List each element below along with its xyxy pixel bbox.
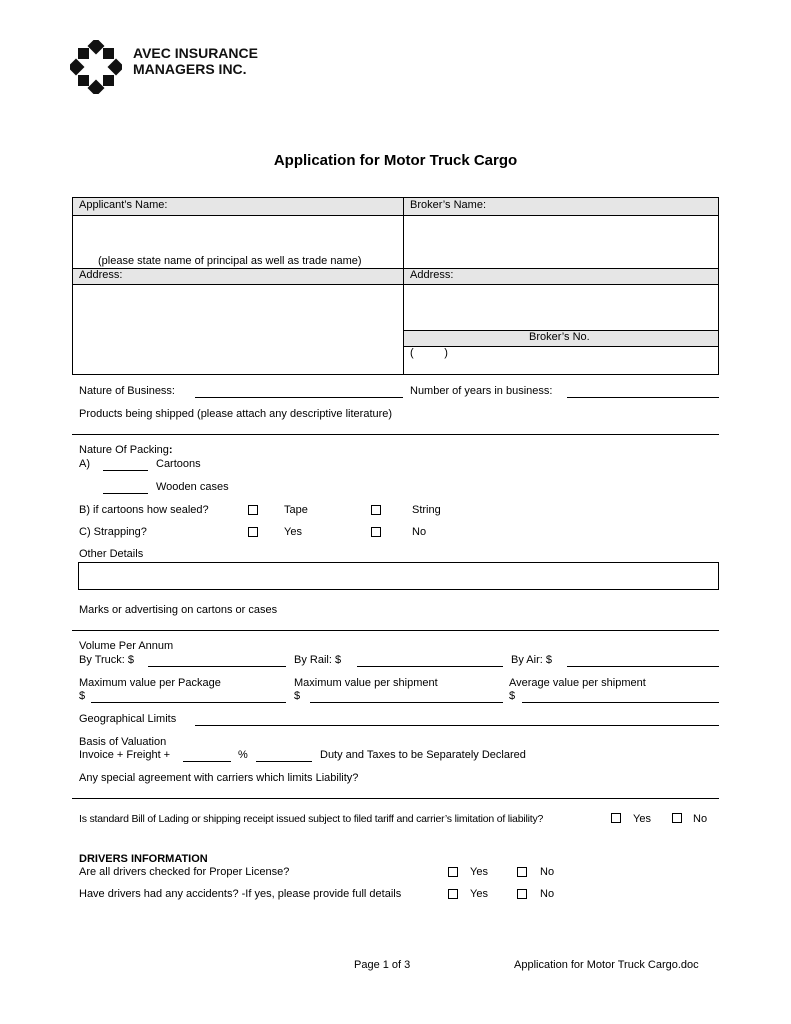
broker-name-field[interactable]	[404, 216, 718, 267]
wooden-cases-label: Wooden cases	[156, 481, 229, 493]
cartoons-label: Cartoons	[156, 458, 201, 470]
duty-field[interactable]	[256, 761, 312, 762]
accidents-no-label: No	[540, 888, 555, 900]
broker-address-field[interactable]	[404, 285, 718, 329]
bill-of-lading-yes-checkbox[interactable]	[611, 813, 621, 823]
nature-of-business-field[interactable]	[195, 397, 403, 398]
accidents-yes-label: Yes	[470, 888, 488, 900]
special-agreement-label: Any special agreement with carriers which limits Liability?	[79, 772, 359, 784]
logo-text-line2: MANAGERS INC.	[133, 61, 247, 77]
invoice-freight-label: Invoice + Freight +	[79, 749, 171, 761]
valuation-heading: Basis of Valuation	[79, 736, 167, 748]
address-label-right: Address:	[410, 269, 454, 281]
strapping-question-label: C) Strapping?	[79, 526, 147, 538]
by-rail-label: By Rail: $	[294, 654, 342, 666]
license-yes-label: Yes	[470, 866, 488, 878]
string-checkbox[interactable]	[371, 505, 381, 515]
by-truck-label: By Truck: $	[79, 654, 135, 666]
percent-sign: %	[238, 749, 248, 761]
bill-of-lading-question: Is standard Bill of Lading or shipping receipt issued subject to filed tariff and carrier’s limitation of liability?	[79, 813, 544, 825]
by-air-label: By Air: $	[511, 654, 552, 666]
bill-of-lading-yes-label: Yes	[633, 813, 651, 825]
freight-percent-field[interactable]	[183, 761, 231, 762]
by-air-field[interactable]	[567, 666, 719, 667]
marks-label: Marks or advertising on cartons or cases	[79, 604, 278, 616]
license-no-label: No	[540, 866, 555, 878]
page-number: Page 1 of 3	[354, 959, 411, 971]
volume-heading: Volume Per Annum	[79, 640, 174, 652]
other-details-label: Other Details	[79, 548, 144, 560]
products-field[interactable]	[72, 434, 719, 435]
accidents-no-checkbox[interactable]	[517, 889, 527, 899]
geo-limits-field[interactable]	[195, 725, 719, 726]
years-in-business-field[interactable]	[567, 397, 719, 398]
products-label: Products being shipped (please attach any descriptive literature)	[79, 408, 393, 420]
broker-no-label: Broker’s No.	[529, 331, 590, 343]
accidents-question: Have drivers had any accidents? -If yes, please provide full details	[79, 888, 402, 900]
drivers-heading: DRIVERS INFORMATION	[79, 853, 208, 865]
sealed-question-label: B) if cartoons how sealed?	[79, 504, 209, 516]
company-logo-icon	[70, 40, 122, 94]
principal-note: (please state name of principal as well as trade name)	[98, 255, 362, 267]
by-rail-field[interactable]	[357, 666, 503, 667]
duty-taxes-label: Duty and Taxes to be Separately Declared	[320, 749, 526, 761]
max-package-dollar: $	[79, 690, 86, 702]
strapping-no-checkbox[interactable]	[371, 527, 381, 537]
license-no-checkbox[interactable]	[517, 867, 527, 877]
strapping-no-label: No	[412, 526, 427, 538]
packing-heading	[79, 444, 173, 456]
applicant-address-field[interactable]	[73, 285, 402, 374]
broker-name-label: Broker’s Name:	[410, 199, 487, 211]
tape-checkbox[interactable]	[248, 505, 258, 515]
cartoons-field[interactable]	[103, 470, 148, 471]
bill-of-lading-no-label: No	[693, 813, 708, 825]
max-package-field[interactable]	[91, 702, 286, 703]
applicant-name-label: Applicant’s Name:	[79, 199, 168, 211]
address-label-left: Address:	[79, 269, 123, 281]
nature-of-business-label: Nature of Business:	[79, 385, 175, 397]
license-yes-checkbox[interactable]	[448, 867, 458, 877]
by-truck-field[interactable]	[148, 666, 286, 667]
max-shipment-dollar: $	[294, 690, 301, 702]
max-shipment-label: Maximum value per shipment	[294, 677, 438, 689]
packing-a-label: A)	[79, 458, 90, 470]
geo-limits-label: Geographical Limits	[79, 713, 177, 725]
avg-shipment-label: Average value per shipment	[509, 677, 646, 689]
footer-filename: Application for Motor Truck Cargo.doc	[514, 959, 699, 971]
bill-of-lading-no-checkbox[interactable]	[672, 813, 682, 823]
max-package-label: Maximum value per Package	[79, 677, 221, 689]
string-label: String	[412, 504, 441, 516]
marks-field[interactable]	[72, 630, 719, 631]
avg-shipment-field[interactable]	[522, 702, 719, 703]
packing-heading-colon: :	[168, 444, 173, 456]
packing-heading-text: Nature Of Packing	[79, 444, 169, 456]
years-in-business-label: Number of years in business:	[410, 385, 553, 397]
applicant-name-field[interactable]	[73, 216, 402, 254]
page-title: Application for Motor Truck Cargo	[273, 152, 518, 169]
strapping-yes-checkbox[interactable]	[248, 527, 258, 537]
other-details-field[interactable]	[78, 562, 719, 590]
accidents-yes-checkbox[interactable]	[448, 889, 458, 899]
broker-phone-field[interactable]: ( )	[410, 347, 448, 359]
tape-label: Tape	[284, 504, 308, 516]
wooden-cases-field[interactable]	[103, 493, 148, 494]
special-agreement-field[interactable]	[72, 798, 719, 799]
logo-text-line1: AVEC INSURANCE	[133, 45, 258, 61]
strapping-yes-label: Yes	[284, 526, 302, 538]
avg-shipment-dollar: $	[509, 690, 516, 702]
license-question: Are all drivers checked for Proper License?	[79, 866, 290, 878]
max-shipment-field[interactable]	[310, 702, 503, 703]
